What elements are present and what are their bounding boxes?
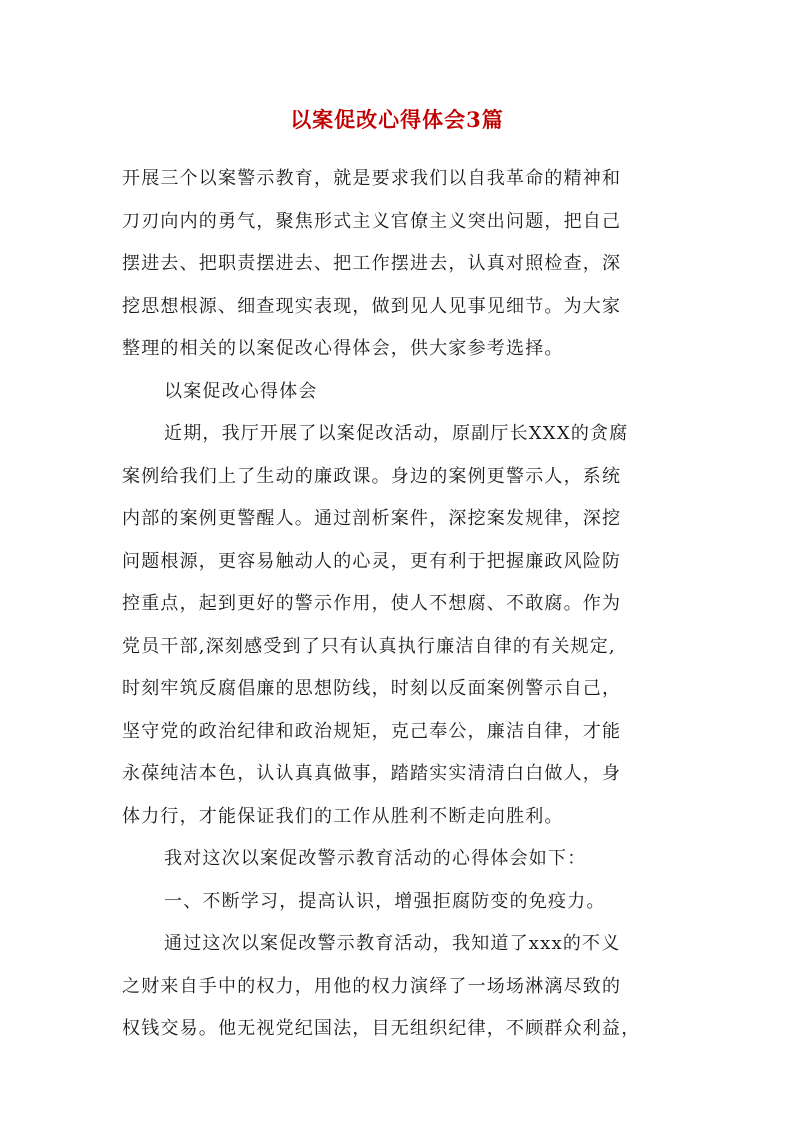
paragraph-line: 我对这次以案促改警示教育活动的心得体会如下： bbox=[164, 848, 587, 869]
paragraph-line: 近期，我厅开展了以案促改活动，原副厅长XXX的贪腐 bbox=[164, 423, 629, 444]
paragraph-line: 整理的相关的以案促改心得体会，供大家参考选择。 bbox=[122, 338, 564, 359]
paragraph-line: 党员干部,深刻感受到了只有认真执行廉洁自律的有关规定, bbox=[122, 635, 616, 657]
paragraph-line: 开展三个以案警示教育，就是要求我们以自我革命的精神和 bbox=[122, 168, 622, 189]
paragraph-line: 控重点，起到更好的警示作用，使人不想腐、不敢腐。作为 bbox=[122, 593, 622, 614]
paragraph-line: 权钱交易。他无视党纪国法，目无组织纪律，不顾群众利益， bbox=[122, 1018, 641, 1039]
paragraph-line: 摆进去、把职责摆进去、把工作摆进去，认真对照检查，深 bbox=[122, 253, 622, 274]
paragraph-line: 时刻牢筑反腐倡廉的思想防线，时刻以反面案例警示自己， bbox=[122, 678, 622, 699]
paragraph-line: 挖思想根源、细查现实表现，做到见人见事见细节。为大家 bbox=[122, 295, 622, 317]
paragraph-line: 永葆纯洁本色，认认真真做事，踏踏实实清清白白做人，身 bbox=[122, 763, 622, 784]
paragraph-line: 体力行，才能保证我们的工作从胜利不断走向胜利。 bbox=[122, 805, 564, 827]
document-title: 以案促改心得体会3篇 bbox=[290, 107, 504, 132]
document-body bbox=[122, 158, 684, 1051]
paragraph-line: 问题根源，更容易触动人的心灵，更有利于把握廉政风险防 bbox=[122, 550, 622, 572]
paragraph-line: 之财来自手中的权力，用他的权力演绎了一场场淋漓尽致的 bbox=[122, 975, 622, 997]
section-heading: 以案促改心得体会 bbox=[164, 380, 318, 402]
paragraph-line: 通过这次以案促改警示教育活动，我知道了xxx的不义 bbox=[164, 933, 621, 954]
paragraph-line: 坚守党的政治纪律和政治规矩，克己奉公，廉洁自律，才能 bbox=[122, 720, 622, 742]
paragraph-line: 案例给我们上了生动的廉政课。身边的案例更警示人，系统 bbox=[122, 465, 622, 487]
subheading: 一、不断学习，提高认识，增强拒腐防变的免疫力。 bbox=[164, 890, 606, 912]
paragraph-line: 刀刃向内的勇气，聚焦形式主义官僚主义突出问题，把自己 bbox=[122, 210, 622, 232]
paragraph-line: 内部的案例更警醒人。通过剖析案件，深挖案发规律，深挖 bbox=[122, 508, 622, 529]
